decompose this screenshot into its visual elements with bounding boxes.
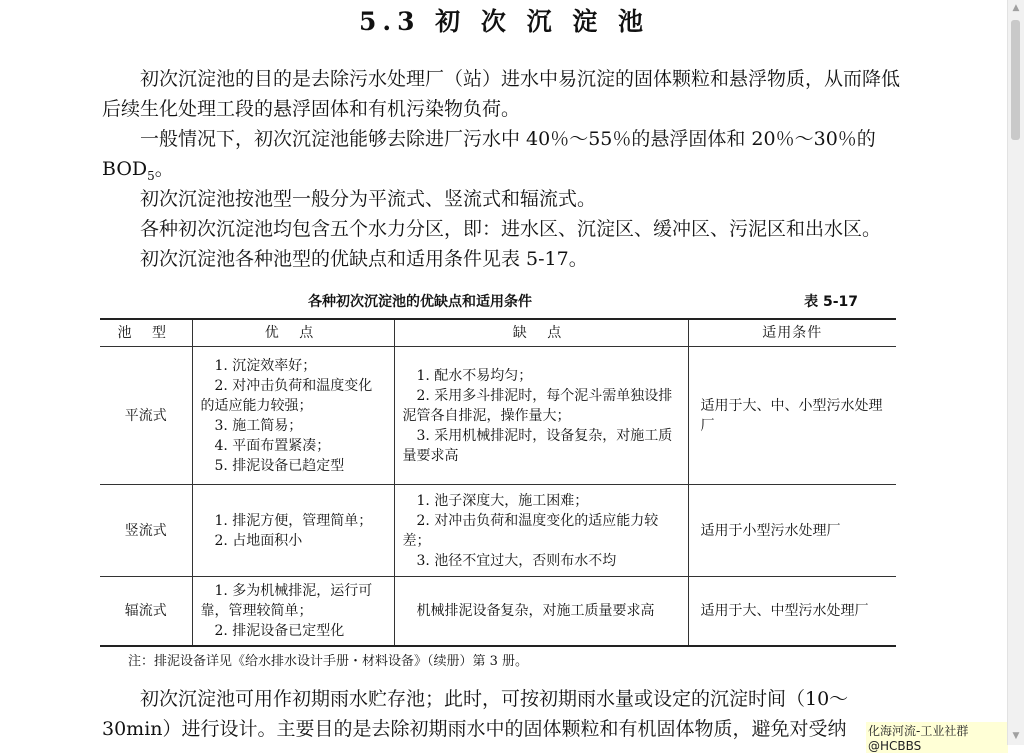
paragraph-purpose: 初次沉淀池的目的是去除污水处理厂（站）进水中易沉淀的固体颗粒和悬浮物质，从而降低后续生化处理工段的悬浮固体和有机污染物负荷。 [102, 68, 901, 120]
cons-item: 3. 池径不宜过大，否则布水不均 [416, 552, 617, 569]
table-row [100, 485, 896, 577]
row-type-cell: 辐流式 [100, 577, 192, 647]
row-cons-cell [394, 577, 688, 647]
watermark: 化海河流-工业社群@HCBBS [866, 722, 1008, 753]
cons-item: 1. 配水不易均匀； [416, 367, 533, 384]
pros-item: 1. 沉淀效率好； [214, 357, 317, 374]
paragraph-types: 初次沉淀池按池型一般分为平流式、竖流式和辐流式。 [140, 188, 597, 210]
paragraph-rainwater: 初次沉淀池可用作初期雨水贮存池；此时，可按初期雨水量或设定的沉淀时间（10～30min）进行设计。主要目的是去除初期雨水中的固体颗粒和有机固体物质，避免对受纳 [102, 688, 849, 740]
paragraph-removal-rate-end: 。 [154, 158, 174, 180]
cons-item: 3. 采用机械排泥时，设备复杂，对施工质量要求高 [402, 427, 673, 464]
vertical-scrollbar[interactable] [1007, 0, 1024, 745]
scroll-down-arrow-icon[interactable]: ▼ [1012, 731, 1020, 741]
scroll-thumb[interactable] [1011, 20, 1020, 140]
pros-item: 2. 对冲击负荷和温度变化的适应能力较强； [200, 377, 373, 414]
cons-item: 2. 对冲击负荷和温度变化的适应能力较差； [402, 512, 659, 549]
header-cons: 缺 点 [394, 319, 688, 347]
pros-item: 3. 施工简易； [214, 417, 303, 434]
section-title: 5.3 初 次 沉 淀 池 [358, 7, 649, 36]
cons-item: 2. 采用多斗排泥时，每个泥斗需单独设排泥管各自排泥，操作量大； [402, 387, 673, 424]
paragraph-removal-rate-text: 一般情况下，初次沉淀池能够去除进厂污水中 40％～55％的悬浮固体和 20％～30％的 BOD [102, 128, 876, 180]
table-number: 表 5-17 [804, 294, 858, 310]
paragraph-table-ref: 初次沉淀池各种池型的优缺点和适用条件见表 5-17。 [140, 248, 588, 270]
cons-item: 1. 池子深度大，施工困难； [416, 492, 589, 509]
paragraph-zones: 各种初次沉淀池均包含五个水力分区，即：进水区、沉淀区、缓冲区、污泥区和出水区。 [140, 218, 882, 240]
header-pros: 优 点 [192, 319, 394, 347]
row-condition-cell: 适用于大、中、小型污水处理厂 [688, 347, 896, 485]
row-pros-cell [192, 577, 394, 647]
row-type-cell: 竖流式 [100, 485, 192, 577]
table-row [100, 577, 896, 647]
paragraph-removal-rate [102, 124, 902, 191]
scroll-up-arrow-icon[interactable]: ▲ [1012, 3, 1020, 13]
pros-item: 4. 平面布置紧凑； [214, 437, 331, 454]
table-note: 注：排泥设备详见《给水排水设计手册・材料设备》（续册）第 3 册。 [128, 654, 529, 669]
table-caption-title: 各种初次沉淀池的优缺点和适用条件 [308, 294, 532, 310]
pros-item: 2. 排泥设备已定型化 [214, 623, 345, 639]
comparison-table [100, 318, 896, 647]
header-type: 池 型 [100, 319, 192, 347]
row-pros-cell [192, 347, 394, 485]
bod-subscript: 5 [147, 168, 155, 183]
table-header-row [100, 319, 896, 347]
pros-item: 5. 排泥设备已趋定型 [214, 457, 345, 474]
row-pros-cell [192, 485, 394, 577]
row-cons-cell [394, 347, 688, 485]
pros-item: 2. 占地面积小 [214, 532, 303, 549]
table-row [100, 347, 896, 485]
cons-item: 机械排泥设备复杂，对施工质量要求高 [416, 603, 655, 619]
header-condition: 适用条件 [688, 319, 896, 347]
row-condition-cell: 适用于大、中型污水处理厂 [688, 577, 896, 647]
row-type-cell: 平流式 [100, 347, 192, 485]
row-condition-cell: 适用于小型污水处理厂 [688, 485, 896, 577]
pros-item: 1. 排泥方便，管理简单； [214, 512, 373, 529]
row-cons-cell [394, 485, 688, 577]
pros-item: 1. 多为机械排泥，运行可靠，管理较简单； [200, 583, 373, 619]
table-caption [100, 291, 896, 313]
